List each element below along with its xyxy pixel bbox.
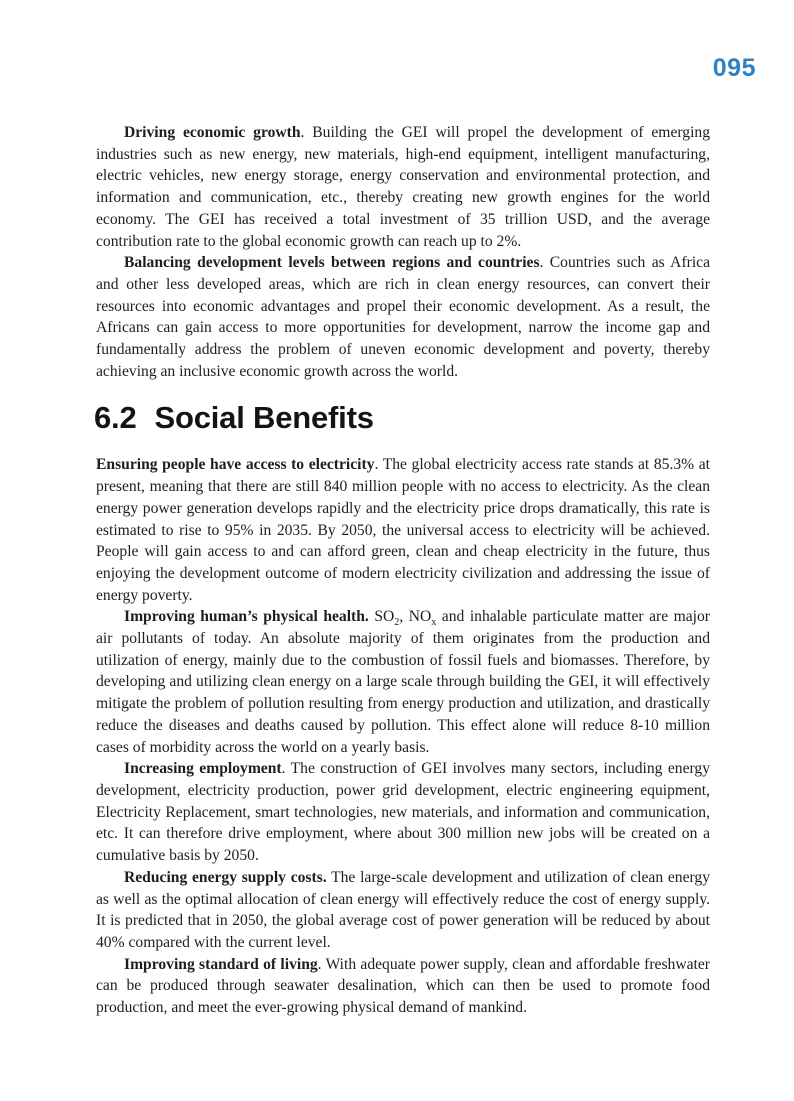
paragraph-lead: Reducing energy supply costs. <box>124 868 327 886</box>
paragraph-lead: Driving economic growth <box>124 124 301 141</box>
paragraph-driving-economic-growth <box>96 122 710 252</box>
page-number: 095 <box>712 54 756 82</box>
paragraph-text: and inhalable particulate matter are major air pollutants of today. An absolute majority of them originates from the production and utilization of energy, mainly due to the combustion of fossil fuels and biomasses. Therefore, by developing and utilizing clean energy on a large scale through building the GEI, it will effectively mitigate the problem of pollution resulting from energy production and utilization, and drastically reduce the diseases and deaths caused by pollution. This effect alone will reduce 8-10 million cases of morbidity across the world on a yearly basis. <box>96 608 710 756</box>
paragraph-increasing-employment <box>96 758 710 867</box>
paragraph-text: , NO <box>399 608 432 626</box>
paragraph-text: . Building the GEI will propel the development of emerging industries such as new energy, new materials, high-end equipment, intelligent manufacturing, electric vehicles, new energy storage, energy conservation and environmental protection, and information and communication, etc., thereby creating new growth engines for the world economy. The GEI has received a total investment of 35 trillion USD, and the average contribution rate to the global economic growth can reach up to 2%. <box>96 124 710 250</box>
paragraph-lead: Improving human’s physical health. <box>124 608 369 626</box>
paragraph-improving-living-standard <box>96 954 710 1019</box>
paragraph-ensuring-electricity-access <box>96 454 710 606</box>
page-content <box>96 0 710 1019</box>
paragraph-lead: Increasing employment <box>124 760 282 778</box>
paragraph-text: . With adequate power supply, clean and affordable freshwater can be produced through seawater desalination, which can then be used to promote food production, and meet the ever-growing physical demand of mankind. <box>96 955 710 1017</box>
paragraph-text: . Countries such as Africa and other less developed areas, which are rich in clean energy resources, can convert their resources into economic advantages and propel their economic development. As a result, the Africans can gain access to more opportunities for development, narrow the income gap and fundamentally address the problem of uneven economic development and poverty, thereby achieving an inclusive economic growth across the world. <box>96 254 711 380</box>
paragraph-balancing-development <box>96 252 710 382</box>
paragraph-text: SO <box>368 608 395 626</box>
paragraph-text: The large-scale development and utilization of clean energy as well as the optimal allocation of clean energy will effectively reduce the cost of energy supply. It is predicted that in 2050, the global average cost of power generation will be reduced by about 40% compared with the current level. <box>96 868 711 951</box>
paragraph-lead: Improving standard of living <box>124 955 318 973</box>
paragraph-lead: Balancing development levels between regions and countries <box>124 254 540 272</box>
section-title: Social Benefits <box>154 400 374 436</box>
subscript: 2 <box>394 617 400 629</box>
paragraph-text: . The global electricity access rate stands at 85.3% at present, meaning that there are still 840 million people with no access to electricity. As the clean energy power generation develops rapidly and the electricity price drops dramatically, this rate is estimated to rise to 95% in 2035. By 2050, the universal access to electricity will be achieved. People will gain access to and can afford green, clean and cheap electricity in the future, thus enjoying the development outcome of modern electricity civilization and addressing the issue of energy poverty. <box>96 456 710 604</box>
subscript: x <box>431 617 437 629</box>
paragraph-lead: Ensuring people have access to electricity <box>96 456 375 474</box>
section-number: 6.2 <box>94 400 137 436</box>
paragraph-reducing-energy-costs <box>96 867 710 954</box>
paragraph-text: . The construction of GEI involves many sectors, including energy development, electricity production, power grid development, electric engineering equipment, Electricity Replacement, smart technologies, new materials, and information and communication, etc. It can therefore drive employment, where about 300 million new jobs will be created on a cumulative basis by 2050. <box>96 760 710 865</box>
section-heading <box>94 400 710 436</box>
paragraph-physical-health <box>96 606 710 758</box>
